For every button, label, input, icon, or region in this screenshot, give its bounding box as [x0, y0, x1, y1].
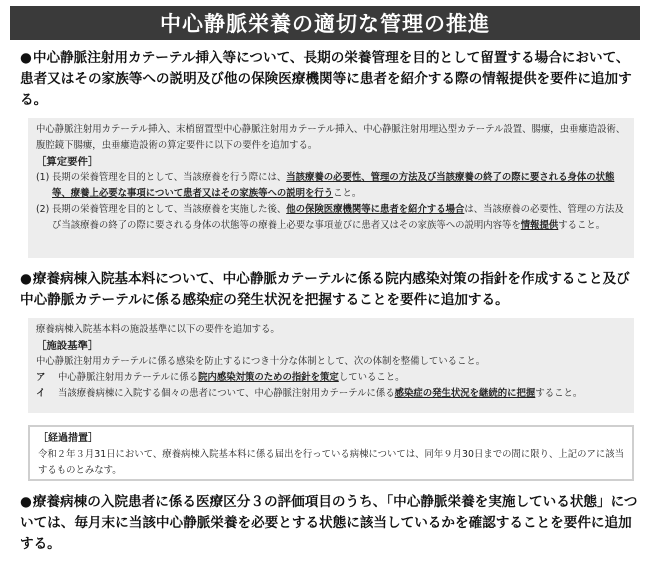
page-title: 中心静脈栄養の適切な管理の推進	[10, 6, 640, 40]
bullet-text: 中心静脈注射用カテーテル挿入等について、長期の栄養管理を目的として留置する場合において、患者又はその家族等への説明及び他の保険医療機関等に患者を紹介する際の情報提供を要件に追加する。	[20, 50, 632, 108]
transitional-measure-box	[28, 425, 634, 481]
underlined-text: 他の保険医療機関等に患者を紹介する場合	[286, 204, 465, 215]
underlined-text: 感染症の発生状況を継続的に把握	[394, 388, 536, 399]
item-text: 中心静脈注射用カテーテルに係る	[58, 372, 199, 383]
underlined-text: 院内感染対策のための指針を策定	[198, 372, 339, 383]
underlined-text: 当該療養の必要性、管理の方法及び当該療養の終了の際に要される身体の状態等、療養上必要な事項について患者又はその家族等への説明を行う	[52, 172, 615, 199]
item-label: イ	[36, 388, 46, 399]
requirement-item-1	[36, 170, 626, 202]
standard-item-i	[36, 386, 626, 402]
bullet-mark: ●	[20, 494, 32, 510]
bullet-text: 療養病棟入院基本料について、中心静脈カテーテルに係る院内感染対策の指針を作成すること及び中心静脈カテーテルに係る感染症の発生状況を把握することを要件に追加する。	[20, 271, 630, 308]
bullet-text: 療養病棟の入院患者に係る医療区分３の評価項目のうち、「中心静脈栄養を実施している状態」については、毎月末に当該中心静脈栄養を必要とする状態に該当しているかを確認することを要件に追加する。	[20, 494, 638, 552]
underlined-text: 情報提供	[520, 220, 559, 231]
bullet-mark: ●	[20, 271, 32, 287]
item-label: ア	[36, 372, 46, 383]
requirement-item-2	[36, 202, 626, 234]
bullet-catheter-insertion	[20, 48, 640, 111]
item-text: 当該療養病棟に入院する個々の患者について、中心静脈注射用カテーテルに係る	[58, 388, 395, 399]
section-heading: ［算定要件］	[36, 156, 99, 168]
item-text: していること。	[338, 372, 405, 383]
item-number: (1)	[36, 172, 50, 183]
item-text: は、当該療養の必要性、管理の方法及び当該療養の終了の際に要される身体の状態等の療養上必要な事項並びに患者又はその家族等への説明内容等を	[52, 204, 624, 231]
facility-standards-box	[28, 318, 634, 413]
box-intro: 中心静脈注射用カテーテル挿入、末梢留置型中心静脈注射用カテーテル挿入、中心静脈注射用埋込型カテーテル設置、腸瘻，虫垂瘻造設術、腹腔鏡下腸瘻，虫垂瘻造設術の算定要件に以下の要件を追加する。	[36, 124, 626, 151]
box-intro: 療養病棟入院基本料の施設基準に以下の要件を追加する。	[36, 324, 280, 335]
item-number: (2)	[36, 204, 50, 215]
item-text: すること。	[535, 388, 583, 399]
section-heading: ［経過措置］	[38, 433, 98, 444]
item-text: 長期の栄養管理を目的として、当該療養を実施した後、	[52, 204, 287, 215]
note-text: 令和２年３月31日において、療養病棟入院基本料に係る届出を行っている病棟については、同年９月30日までの間に限り、上記のアに該当するものとみなす。	[38, 449, 624, 476]
calculation-requirements-box	[28, 118, 634, 258]
section-heading: ［施設基準］	[36, 340, 99, 352]
bullet-ward-infection-control	[20, 269, 640, 311]
bullet-mark: ●	[20, 50, 32, 66]
item-text: 長期の栄養管理を目的として、当該療養を行う際には、	[52, 172, 287, 183]
item-text: こと。	[333, 188, 362, 199]
item-text: すること。	[558, 220, 606, 231]
standard-item-a	[36, 370, 626, 386]
box-line: 中心静脈注射用カテーテルに係る感染を防止するにつき十分な体制として、次の体制を整備していること。	[36, 356, 486, 367]
bullet-medical-category-evaluation	[20, 492, 640, 555]
